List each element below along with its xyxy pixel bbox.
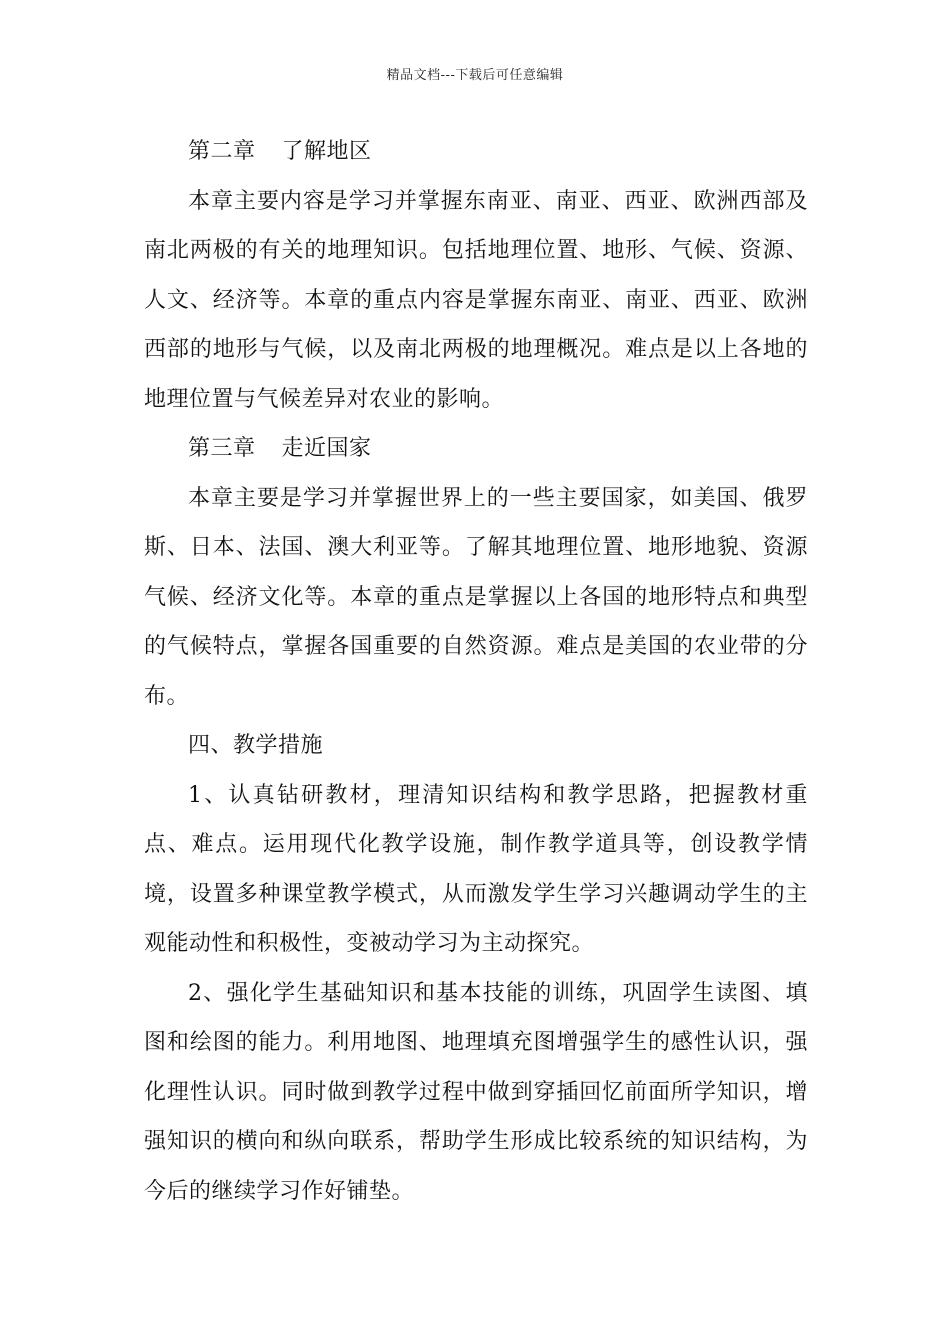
chapter-2-paragraph: 本章主要内容是学习并掌握东南亚、南亚、西亚、欧洲西部及南北两极的有关的地理知识。包括地理位置、地形、气候、资源、人文、经济等。本章的重点内容是掌握东南亚、南亚、西亚、欧洲西部的地形与气候，以及南北两极的地理概况。难点是以上各地的地理位置与气候差异对农业的影响。 [144,188,808,412]
chapter-3-number: 第三章 [188,436,256,461]
measure-2-paragraph: 2、强化学生基础知识和基本技能的训练，巩固学生读图、填图和绘图的能力。利用地图、地理填充图增强学生的感性认识，强化理性认识。同时做到教学过程中做到穿插回忆前面所学知识，增强知识的横向和纵向联系，帮助学生形成比较系统的知识结构，为今后的继续学习作好铺垫。 [144,980,808,1204]
chapter-2-number: 第二章 [188,139,256,164]
chapter-2-heading [144,127,808,177]
measure-1-paragraph: 1、认真钻研教材，理清知识结构和教学思路，把握教材重点、难点。运用现代化教学设施，制作教学道具等，创设教学情境，设置多种课堂教学模式，从而激发学生学习兴趣调动学生的主观能动性和积极性，变被动学习为主动探究。 [144,782,808,956]
document-body [144,127,808,1216]
chapter-3-paragraph: 本章主要是学习并掌握世界上的一些主要国家，如美国、俄罗斯、日本、法国、澳大利亚等。了解其地理位置、地形地貌、资源气候、经济文化等。本章的重点是掌握以上各国的地形特点和典型的气候特点，掌握各国重要的自然资源。难点是美国的农业带的分布。 [144,485,808,709]
chapter-2-title: 了解地区 [281,139,372,164]
section-4-heading: 四、教学措施 [188,733,324,758]
chapter-3-title: 走近国家 [281,436,372,461]
page-header: 精品文档---下载后可任意编辑 [386,68,564,83]
chapter-3-heading [144,424,808,474]
